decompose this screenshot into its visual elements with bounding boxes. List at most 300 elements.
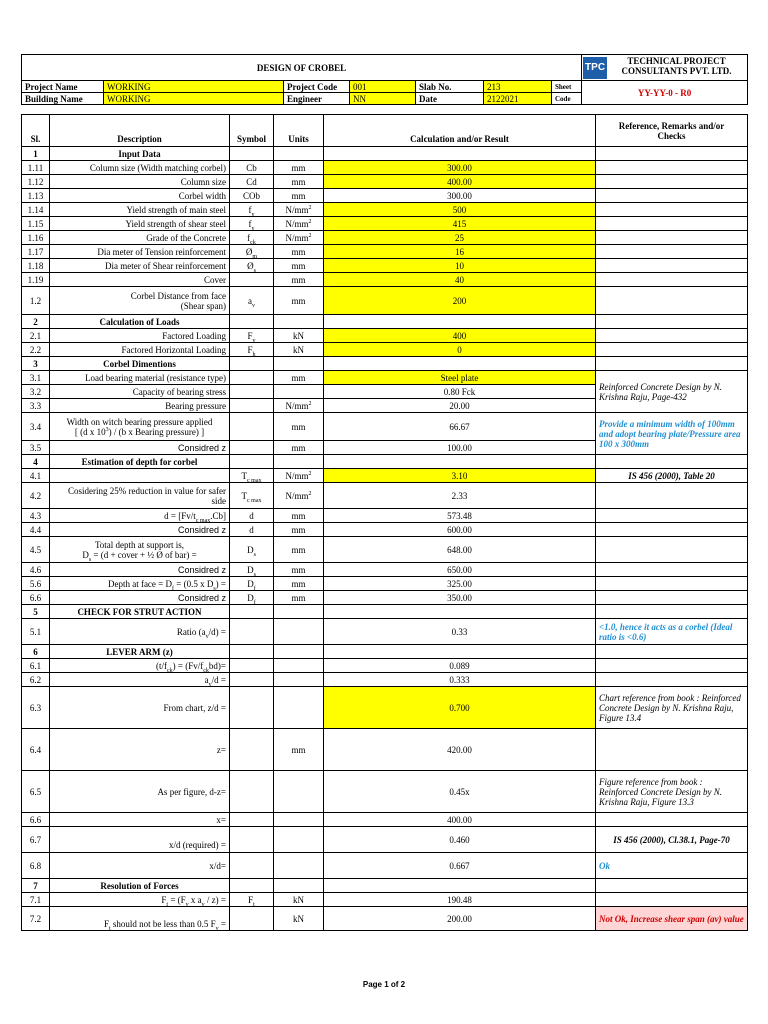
result-value-cell: 300.00 xyxy=(324,189,596,203)
symbol-cell: COb xyxy=(230,189,274,203)
engineer-label: Engineer xyxy=(284,93,350,105)
units-cell: mm xyxy=(274,729,324,771)
row-number: 4.3 xyxy=(22,509,50,523)
remarks-cell xyxy=(596,343,748,357)
description-cell: Corbel width xyxy=(50,189,230,203)
symbol-cell xyxy=(230,605,274,619)
result-value-cell: 420.00 xyxy=(324,729,596,771)
project-name-field[interactable]: WORKING xyxy=(104,81,284,93)
date-label: Date xyxy=(416,93,484,105)
building-name-field[interactable]: WORKING xyxy=(104,93,284,105)
row-number: 3 xyxy=(22,357,50,371)
description-cell: Ratio $(a_v/d)$ = xyxy=(50,619,230,645)
company-logo: TPC xyxy=(583,57,607,79)
row-number: 2.1 xyxy=(22,329,50,343)
row-number: 4.6 xyxy=(22,563,50,577)
date-field[interactable]: 2122021 xyxy=(484,93,552,105)
row-number: 6.7 xyxy=(22,827,50,853)
result-value-cell: 600.00 xyxy=(324,523,596,537)
units-cell: mm xyxy=(274,189,324,203)
symbol-cell: $F_v$ xyxy=(230,329,274,343)
table-row xyxy=(22,469,748,483)
symbol-cell xyxy=(230,315,274,329)
symbol-cell xyxy=(230,879,274,893)
table-row xyxy=(22,577,748,591)
remarks-cell xyxy=(596,673,748,687)
row-number: 1 xyxy=(22,147,50,161)
symbol-cell: $T_{c max}$ xyxy=(230,469,274,483)
result-value-cell: 0.45x xyxy=(324,771,596,813)
row-number: 1.16 xyxy=(22,231,50,245)
result-value-cell: 325.00 xyxy=(324,577,596,591)
units-cell xyxy=(274,147,324,161)
remarks-cell xyxy=(596,175,748,189)
units-cell: $N/mm^2$ xyxy=(274,231,324,245)
input-value-cell[interactable]: 25 xyxy=(324,231,596,245)
description-cell: Corbel Distance from face (Shear span) xyxy=(50,287,230,315)
symbol-cell xyxy=(230,441,274,455)
row-number: 6.3 xyxy=(22,687,50,729)
row-number: 1.12 xyxy=(22,175,50,189)
section-row xyxy=(22,147,748,161)
row-number: 2.2 xyxy=(22,343,50,357)
description-cell: As per figure, d-z= xyxy=(50,771,230,813)
units-cell: mm xyxy=(274,259,324,273)
units-cell: kN xyxy=(274,329,324,343)
row-number: 1.14 xyxy=(22,203,50,217)
description-cell xyxy=(50,469,230,483)
symbol-cell xyxy=(230,273,274,287)
description-cell: Considred z xyxy=(50,523,230,537)
table-row xyxy=(22,563,748,577)
col-header-description: Description xyxy=(50,115,230,147)
symbol-cell: $D_f$ xyxy=(230,577,274,591)
col-header-remarks-line2: Checks xyxy=(657,130,686,141)
row-number: 4.5 xyxy=(22,537,50,563)
sheet-label: Sheet xyxy=(552,81,582,93)
input-value-cell[interactable]: 16 xyxy=(324,245,596,259)
row-number: 1.19 xyxy=(22,273,50,287)
remarks-cell: Ok xyxy=(596,853,748,879)
symbol-cell xyxy=(230,147,274,161)
col-header-remarks-line1: Reference, Remarks and/or xyxy=(618,120,725,131)
remarks-cell xyxy=(596,813,748,827)
row-number: 4 xyxy=(22,455,50,469)
symbol-cell xyxy=(230,729,274,771)
symbol-cell: $T_{c max}$ xyxy=(230,483,274,509)
units-cell: mm xyxy=(274,591,324,605)
symbol-cell xyxy=(230,673,274,687)
table-row xyxy=(22,827,748,853)
section-heading: Calculation of Loads xyxy=(50,315,230,329)
remarks-cell xyxy=(596,893,748,907)
symbol-cell xyxy=(230,413,274,441)
symbol-cell: $D_s$ xyxy=(230,537,274,563)
result-value-cell: 2.33 xyxy=(324,483,596,509)
symbol-cell xyxy=(230,645,274,659)
col-header-units: Units xyxy=(274,115,324,147)
remarks-cell xyxy=(596,455,748,469)
units-cell xyxy=(274,853,324,879)
row-number: 5.6 xyxy=(22,577,50,591)
description-cell: From chart, z/d = xyxy=(50,687,230,729)
value-cell xyxy=(324,605,596,619)
units-cell: mm xyxy=(274,441,324,455)
table-row xyxy=(22,245,748,259)
description-cell: Factored Loading xyxy=(50,329,230,343)
units-cell: mm xyxy=(274,161,324,175)
remarks-cell xyxy=(596,537,748,563)
input-value-cell[interactable]: Steel plate xyxy=(324,371,596,385)
units-cell xyxy=(274,357,324,371)
col-header-calculation: Calculation and/or Result xyxy=(324,115,596,147)
result-value-cell: 100.00 xyxy=(324,441,596,455)
section-heading: CHECK FOR STRUT ACTION xyxy=(50,605,230,619)
result-value-cell: 0.80 Fck xyxy=(324,385,596,399)
units-cell xyxy=(274,771,324,813)
row-number: 3.4 xyxy=(22,413,50,441)
row-number: 3.1 xyxy=(22,371,50,385)
col-header-remarks xyxy=(596,115,748,147)
section-row xyxy=(22,879,748,893)
row-number: 1.17 xyxy=(22,245,50,259)
calculation-rows xyxy=(22,147,748,931)
units-cell xyxy=(274,687,324,729)
remarks-cell xyxy=(596,577,748,591)
description-cell: Bearing pressure xyxy=(50,399,230,413)
symbol-cell: $F_t$ xyxy=(230,893,274,907)
remarks-cell xyxy=(596,357,748,371)
remarks-cell: IS 456 (2000), Table 20 xyxy=(596,469,748,483)
description-cell: $F_t$ should not be less than 0.5 $F_v$ = xyxy=(50,907,230,931)
slab-no-label: Slab No. xyxy=(416,81,484,93)
result-value-cell: 573.48 xyxy=(324,509,596,523)
result-value-cell: 200.00 xyxy=(324,907,596,931)
building-name-label: Building Name xyxy=(22,93,104,105)
remarks-cell xyxy=(596,287,748,315)
row-number: 2 xyxy=(22,315,50,329)
project-name-label: Project Name xyxy=(22,81,104,93)
units-cell: mm xyxy=(274,537,324,563)
row-number: 1.18 xyxy=(22,259,50,273)
symbol-cell: Cb xyxy=(230,161,274,175)
input-value-cell[interactable]: 415 xyxy=(324,217,596,231)
row-number: 6.6 xyxy=(22,591,50,605)
value-cell xyxy=(324,645,596,659)
remarks-cell: IS 456 (2000), Cl.38.1, Page-70 xyxy=(596,827,748,853)
col-header-symbol: Symbol xyxy=(230,115,274,147)
table-row xyxy=(22,203,748,217)
symbol-cell xyxy=(230,357,274,371)
remarks-cell: Figure reference from book : Reinforced Concrete Design by N. Krishna Raju, Figure 13.3 xyxy=(596,771,748,813)
input-value-cell[interactable]: 40 xyxy=(324,273,596,287)
value-cell xyxy=(324,147,596,161)
result-value-cell: 0.667 xyxy=(324,853,596,879)
units-cell: $N/mm^2$ xyxy=(274,203,324,217)
table-row xyxy=(22,509,748,523)
symbol-cell xyxy=(230,619,274,645)
row-number: 1.2 xyxy=(22,287,50,315)
section-heading: Input Data xyxy=(50,147,230,161)
description-cell: $F_t = (F_v$ x $a_v / z$) = xyxy=(50,893,230,907)
remarks-cell xyxy=(596,605,748,619)
section-heading: Resolution of Forces xyxy=(50,879,230,893)
table-row xyxy=(22,329,748,343)
units-cell: mm xyxy=(274,287,324,315)
remarks-cell xyxy=(596,259,748,273)
remarks-cell xyxy=(596,729,748,771)
units-cell: $N/mm^2$ xyxy=(274,217,324,231)
result-value-cell: 66.67 xyxy=(324,413,596,441)
company-name-line1: TECHNICAL PROJECT xyxy=(627,56,726,66)
units-cell: mm xyxy=(274,371,324,385)
table-row xyxy=(22,287,748,315)
description-cell: Considred z xyxy=(50,591,230,605)
description-cell: Grade of the Concrete xyxy=(50,231,230,245)
units-cell xyxy=(274,455,324,469)
table-row xyxy=(22,537,748,563)
symbol-cell: $Ø_s$ xyxy=(230,259,274,273)
units-cell: mm xyxy=(274,523,324,537)
input-value-cell[interactable]: 400 xyxy=(324,329,596,343)
project-code-label: Project Code xyxy=(284,81,350,93)
input-value-cell[interactable]: 500 xyxy=(324,203,596,217)
remarks-cell xyxy=(596,189,748,203)
remarks-cell: <1.0, hence it acts as a corbel (Ideal ratio is <0.6) xyxy=(596,619,748,645)
company-name-line2: CONSULTANTS PVT. LTD. xyxy=(621,66,732,76)
page-title: DESIGN OF CROBEL xyxy=(22,55,582,81)
units-cell xyxy=(274,605,324,619)
result-value-cell: 0.460 xyxy=(324,827,596,853)
table-row xyxy=(22,371,748,385)
description-cell: Column size (Width matching corbel) xyxy=(50,161,230,175)
input-value-cell[interactable]: 300.00 xyxy=(324,161,596,175)
value-cell xyxy=(324,357,596,371)
units-cell: mm xyxy=(274,563,324,577)
table-row xyxy=(22,853,748,879)
input-value-cell[interactable]: 10 xyxy=(324,259,596,273)
row-number: 6.6 xyxy=(22,813,50,827)
units-cell xyxy=(274,827,324,853)
section-heading: Corbel Dimentions xyxy=(50,357,230,371)
section-row xyxy=(22,455,748,469)
units-cell: kN xyxy=(274,343,324,357)
table-row xyxy=(22,259,748,273)
input-value-cell[interactable]: 0.700 xyxy=(324,687,596,729)
table-row xyxy=(22,217,748,231)
input-value-cell[interactable]: 200 xyxy=(324,287,596,315)
code-label: Code xyxy=(552,93,582,105)
units-cell xyxy=(274,673,324,687)
section-heading: LEVER ARM (z) xyxy=(50,645,230,659)
description-cell: z= xyxy=(50,729,230,771)
units-cell: $N/mm^2$ xyxy=(274,483,324,509)
remarks-cell xyxy=(596,563,748,577)
section-row xyxy=(22,605,748,619)
description-cell: $d = [Fv/t_{c max}.Cb]$ xyxy=(50,509,230,523)
remarks-cell: Chart reference from book : Reinforced Concrete Design by N. Krishna Raju, Figure 13.4 xyxy=(596,687,748,729)
table-row xyxy=(22,907,748,931)
project-code-field[interactable]: 001 xyxy=(350,81,416,93)
table-row xyxy=(22,893,748,907)
table-row xyxy=(22,483,748,509)
description-cell: Cosidering 25% reduction in value for safer side xyxy=(50,483,230,509)
remarks-cell xyxy=(596,645,748,659)
input-value-cell[interactable]: 400.00 xyxy=(324,175,596,189)
symbol-cell: $D_f$ xyxy=(230,591,274,605)
result-value-cell: 20.00 xyxy=(324,399,596,413)
symbol-cell xyxy=(230,687,274,729)
result-value-cell: 648.00 xyxy=(324,537,596,563)
remarks-cell xyxy=(596,203,748,217)
row-number: 3.5 xyxy=(22,441,50,455)
description-cell: Column size xyxy=(50,175,230,189)
input-value-cell[interactable]: 0 xyxy=(324,343,596,357)
section-row xyxy=(22,315,748,329)
table-row xyxy=(22,231,748,245)
row-number: 6.5 xyxy=(22,771,50,813)
description-cell: Factored Horizontal Loading xyxy=(50,343,230,357)
page-footer: Page 1 of 2 xyxy=(362,980,406,989)
symbol-cell xyxy=(230,853,274,879)
remarks-cell: Provide a minimum width of 100mm and adopt bearing plate/Pressure area 100 x 300mm xyxy=(596,413,748,455)
symbol-cell xyxy=(230,371,274,385)
units-cell: $N/mm^2$ xyxy=(274,399,324,413)
section-row xyxy=(22,357,748,371)
remarks-cell xyxy=(596,509,748,523)
units-cell xyxy=(274,879,324,893)
units-cell: mm xyxy=(274,413,324,441)
table-row xyxy=(22,771,748,813)
company-block xyxy=(582,55,748,81)
symbol-cell: $f_y$ xyxy=(230,217,274,231)
description-cell: x/d= xyxy=(50,853,230,879)
table-row xyxy=(22,413,748,441)
symbol-cell: d xyxy=(230,523,274,537)
remarks-cell xyxy=(596,315,748,329)
description-cell: Capacity of bearing stress xyxy=(50,385,230,399)
row-number: 5.1 xyxy=(22,619,50,645)
remarks-cell xyxy=(596,591,748,605)
remarks-cell xyxy=(596,147,748,161)
row-number: 4.4 xyxy=(22,523,50,537)
units-cell: kN xyxy=(274,893,324,907)
table-row xyxy=(22,729,748,771)
remarks-cell xyxy=(596,879,748,893)
header-table xyxy=(21,54,748,105)
row-number: 6.1 xyxy=(22,659,50,673)
units-cell xyxy=(274,659,324,673)
table-row xyxy=(22,273,748,287)
description-cell: Total depth at support is, $D_s = (d$ + cover + ½ Ø of bar) = xyxy=(50,537,230,563)
symbol-cell xyxy=(230,455,274,469)
row-number: 6.4 xyxy=(22,729,50,771)
result-value-cell: 400.00 xyxy=(324,813,596,827)
description-cell: Yield strength of shear steel xyxy=(50,217,230,231)
units-cell: $N/mm^2$ xyxy=(274,469,324,483)
description-cell: Dia meter of Tension reinforcement xyxy=(50,245,230,259)
units-cell: mm xyxy=(274,245,324,259)
value-cell xyxy=(324,455,596,469)
row-number: 1.15 xyxy=(22,217,50,231)
table-row xyxy=(22,175,748,189)
units-cell xyxy=(274,813,324,827)
result-value-cell: 0.089 xyxy=(324,659,596,673)
remarks-cell xyxy=(596,161,748,175)
remarks-cell xyxy=(596,523,748,537)
symbol-cell: $f_y$ xyxy=(230,203,274,217)
symbol-cell xyxy=(230,399,274,413)
units-cell: mm xyxy=(274,273,324,287)
symbol-cell xyxy=(230,771,274,813)
units-cell xyxy=(274,385,324,399)
remarks-cell xyxy=(596,231,748,245)
description-cell: Considred z xyxy=(50,441,230,455)
symbol-cell: d xyxy=(230,509,274,523)
row-number: 7.1 xyxy=(22,893,50,907)
remarks-cell xyxy=(596,273,748,287)
units-cell: mm xyxy=(274,175,324,189)
table-row xyxy=(22,189,748,203)
symbol-cell xyxy=(230,907,274,931)
section-heading: Estimation of depth for corbel xyxy=(50,455,230,469)
row-number: 6.8 xyxy=(22,853,50,879)
input-value-cell[interactable]: 3.10 xyxy=(324,469,596,483)
symbol-cell: Cd xyxy=(230,175,274,189)
symbol-cell: $Ø_m$ xyxy=(230,245,274,259)
description-cell: Considred z xyxy=(50,563,230,577)
table-row xyxy=(22,591,748,605)
description-cell: $a_v/d$ = xyxy=(50,673,230,687)
remarks-cell: Not Ok, Increase shear span (av) value xyxy=(596,907,748,931)
units-cell: mm xyxy=(274,577,324,591)
row-number: 3.3 xyxy=(22,399,50,413)
result-value-cell: 0.33 xyxy=(324,619,596,645)
col-header-sl: Sl. xyxy=(22,115,50,147)
slab-no-field[interactable]: 213 xyxy=(484,81,552,93)
units-cell xyxy=(274,619,324,645)
row-number: 7 xyxy=(22,879,50,893)
engineer-field[interactable]: NN xyxy=(350,93,416,105)
description-cell: $(t/f_{ck}) = (Fv/f_{ck}bd)=$ xyxy=(50,659,230,673)
calculation-table xyxy=(21,114,748,931)
section-row xyxy=(22,645,748,659)
row-number: 4.1 xyxy=(22,469,50,483)
units-cell: mm xyxy=(274,509,324,523)
remarks-cell xyxy=(596,217,748,231)
row-number: 1.13 xyxy=(22,189,50,203)
row-number: 6 xyxy=(22,645,50,659)
symbol-cell: $f_{ck}$ xyxy=(230,231,274,245)
symbol-cell xyxy=(230,385,274,399)
symbol-cell: $D_s$ xyxy=(230,563,274,577)
remarks-cell xyxy=(596,659,748,673)
description-cell: x/d (required) = xyxy=(50,827,230,853)
design-sheet xyxy=(21,54,747,950)
remarks-cell: Reinforced Concrete Design by N. Krishna Raju, Page-432 xyxy=(596,371,748,413)
symbol-cell: $a_v$ xyxy=(230,287,274,315)
units-cell xyxy=(274,645,324,659)
table-row xyxy=(22,619,748,645)
description-cell: Dia meter of Shear reinforcement xyxy=(50,259,230,273)
row-number: 4.2 xyxy=(22,483,50,509)
sheet-code: YY-YY-0 - R0 xyxy=(582,81,748,105)
symbol-cell xyxy=(230,659,274,673)
description-cell: Depth at face = $D_f = (0.5$ x $D_s$) = xyxy=(50,577,230,591)
description-cell: Cover xyxy=(50,273,230,287)
value-cell xyxy=(324,315,596,329)
value-cell xyxy=(324,879,596,893)
